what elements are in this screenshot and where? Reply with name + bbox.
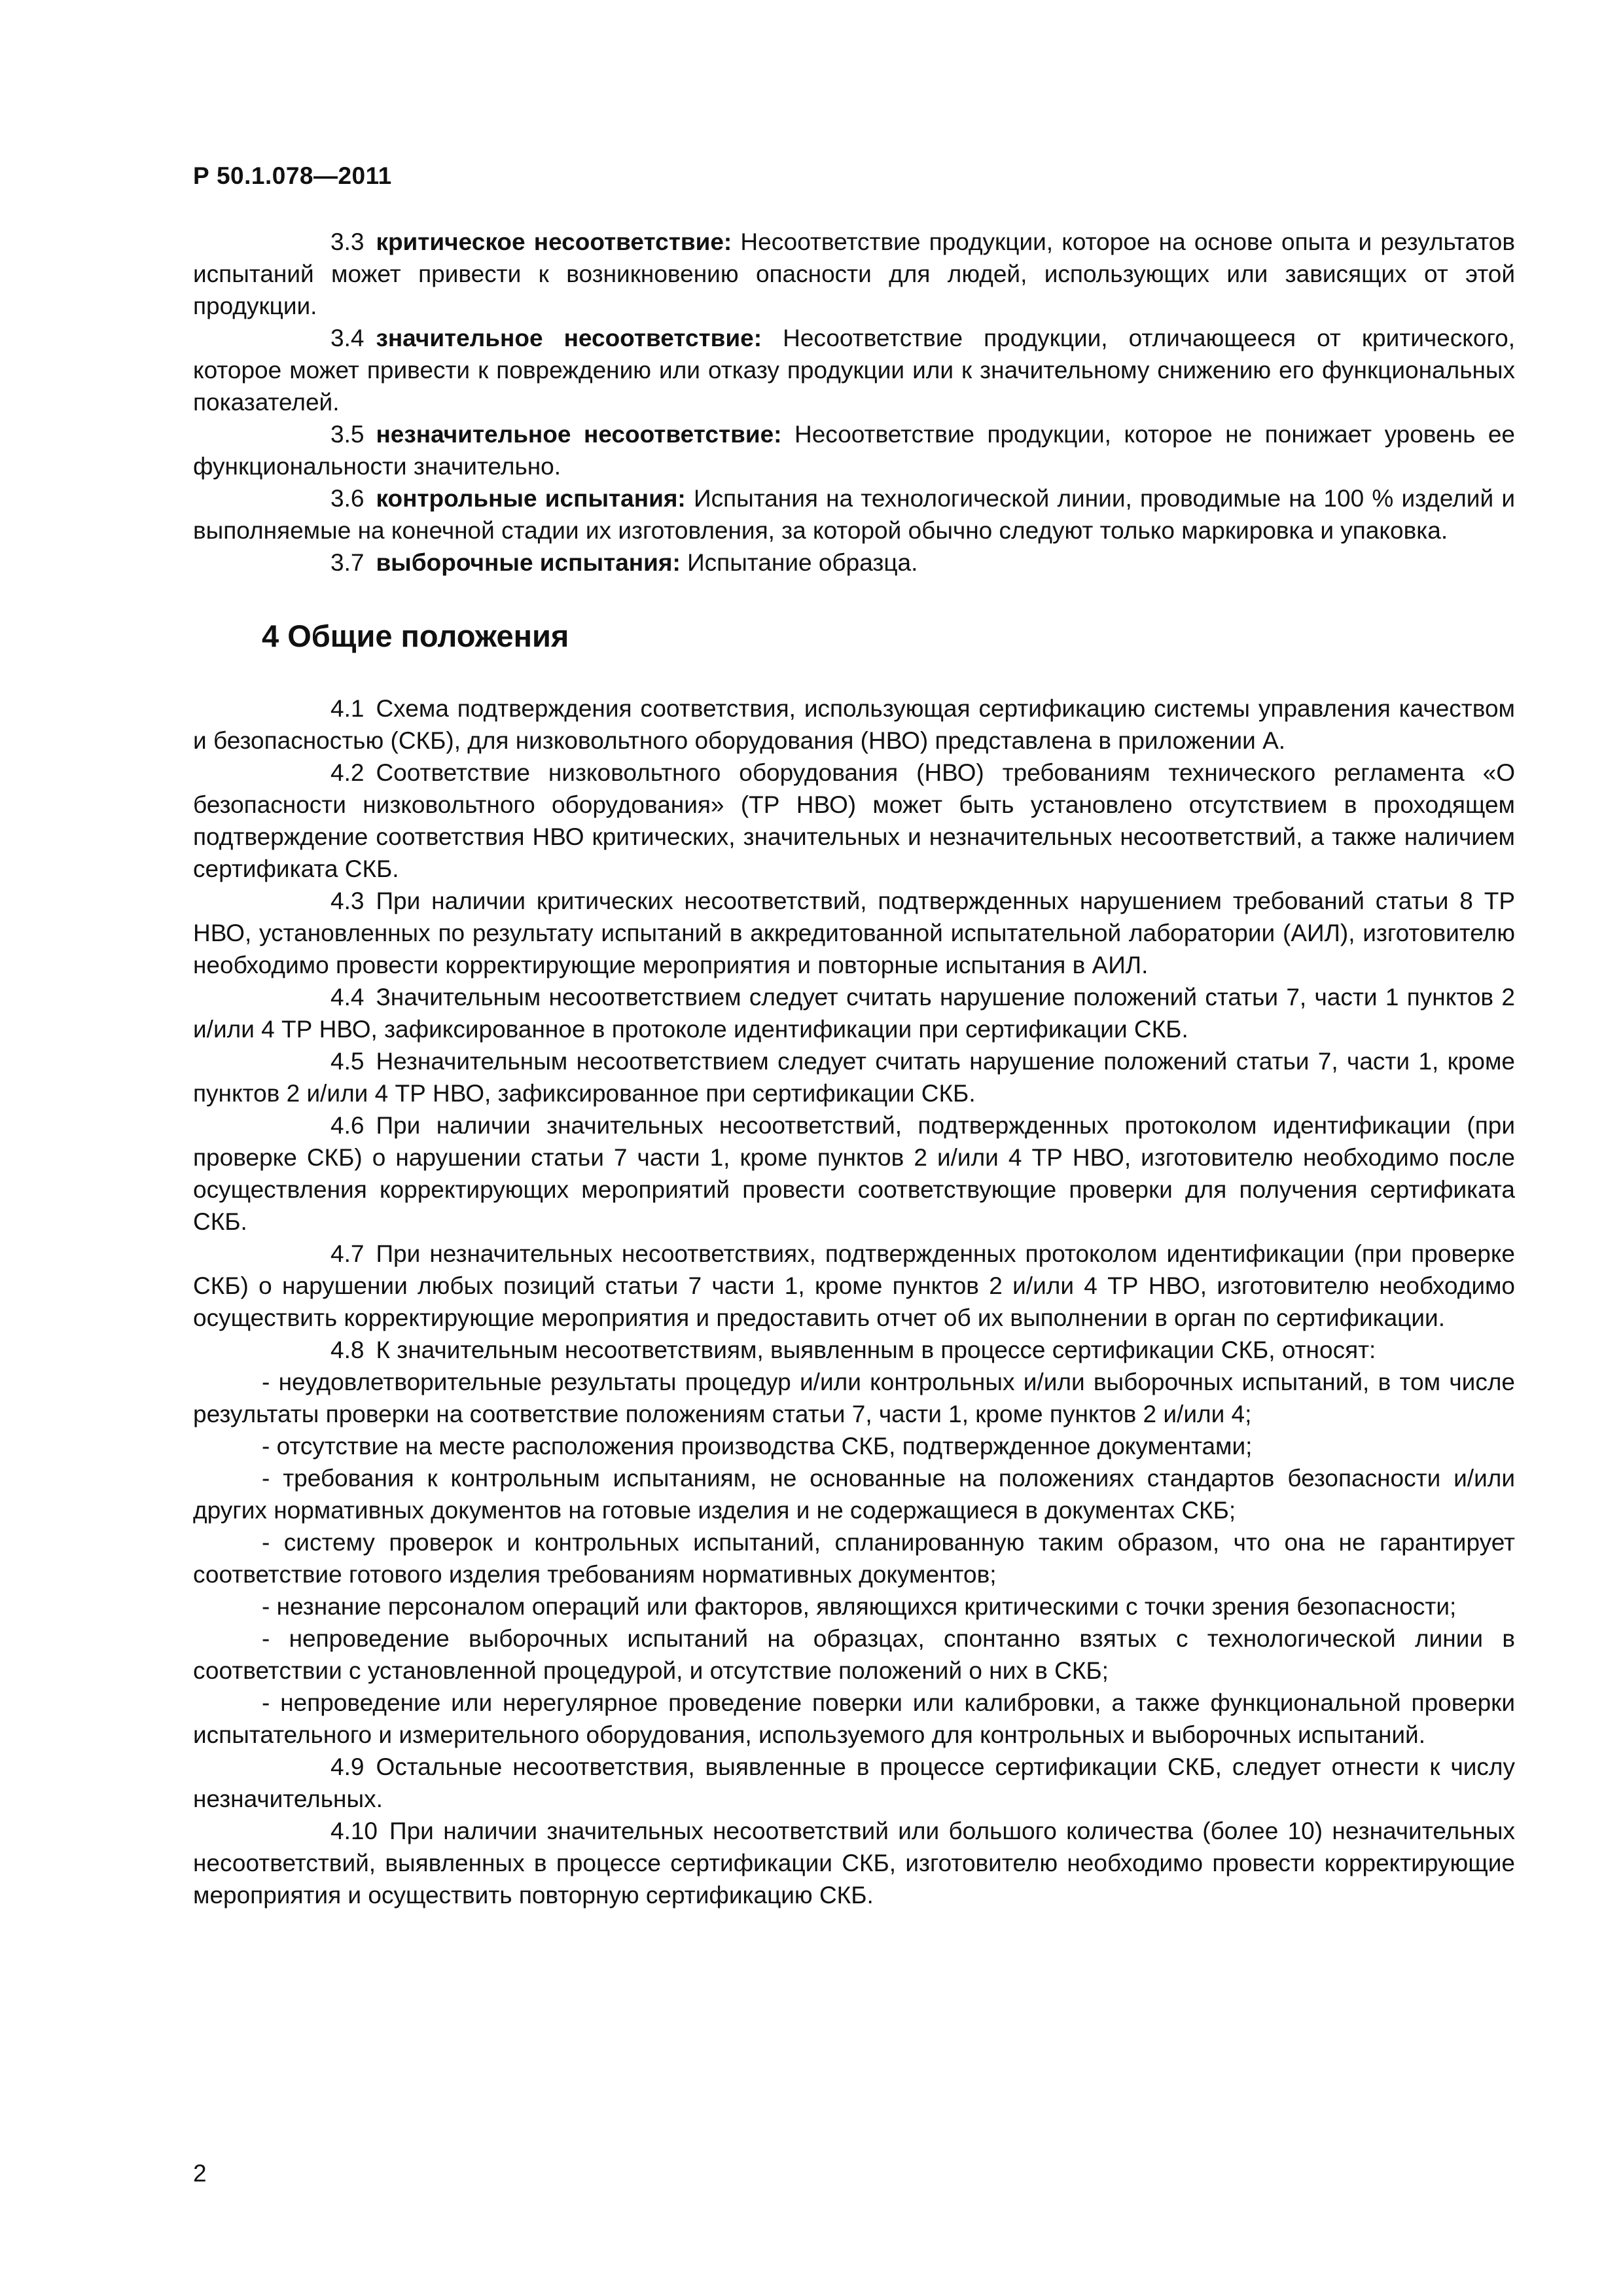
definition-3-6 (193, 482, 1515, 547)
definition-number: 3.7 (330, 549, 365, 576)
clause-4-3 (193, 885, 1515, 981)
definition-number: 3.6 (330, 485, 365, 512)
definition-3-3 (193, 226, 1515, 322)
clause-text: При наличии критических несоответствий, подтвержденных нарушением требований статьи 8 ТР НВО, установленных по результату испытаний в аккредитованной испытательной лаборатории (АИЛ), изготовителю необходимо провести корректирующие мероприятия и повторные испытания в АИЛ. (193, 888, 1515, 978)
list-item: - систему проверок и контрольных испытаний, спланированную таким образом, что она не гарантирует соответствие готового изделия требованиям нормативных документов; (193, 1529, 1515, 1588)
definition-term: значительное несоответствие: (376, 325, 762, 351)
clause-4-10 (193, 1815, 1515, 1911)
definition-number: 3.3 (330, 228, 365, 255)
list-item: - непроведение или нерегулярное проведение поверки или калибровки, а также функциональной проверки испытательного и измерительного оборудования, используемого для контрольных и выборочных испытаний. (193, 1689, 1515, 1748)
clause-number: 4.7 (330, 1240, 365, 1267)
document-code-header: Р 50.1.078—2011 (193, 162, 392, 189)
definition-text: Испытание образца. (687, 549, 918, 576)
definition-term: критическое несоответствие: (376, 228, 732, 255)
clause-number: 4.10 (330, 1818, 378, 1844)
definition-text: Несоответствие продукции, отличающееся от критического, которое может привести к повреждению или отказу продукции или к значительному снижению его функциональных показателей. (193, 325, 1515, 416)
clause-text: Остальные несоответствия, выявленные в процессе сертификации СКБ, следует отнести к числу незначительных. (193, 1753, 1515, 1812)
list-item: - требования к контрольным испытаниям, не основанные на положениях стандартов безопасности и/или других нормативных документов на готовые изделия и не содержащиеся в документах СКБ; (193, 1465, 1515, 1524)
definition-3-5 (193, 418, 1515, 482)
section-heading: 4 Общие положения (262, 619, 569, 653)
clause-number: 4.9 (330, 1753, 365, 1780)
clause-number: 4.6 (330, 1112, 365, 1139)
clause-4-4 (193, 981, 1515, 1045)
definition-term: контрольные испытания: (376, 485, 686, 512)
clause-number: 4.3 (330, 888, 365, 914)
definition-text: Испытания на технологической линии, проводимые на 100 % изделий и выполняемые на конечной стадии их изготовления, за которой обычно следуют только маркировка и упаковка. (193, 485, 1515, 544)
page-number: 2 (193, 2160, 207, 2187)
clause-text: При наличии значительных несоответствий, подтвержденных протоколом идентификации (при проверке СКБ) о нарушении статьи 7 части 1, кроме пунктов 2 и/или 4 ТР НВО, изготовителю необходимо после осуществления корректирующих мероприятий провести соответствующие проверки для получения сертификата СКБ. (193, 1112, 1515, 1235)
clause-number: 4.1 (330, 695, 365, 722)
definition-term: незначительное несоответствие: (376, 421, 782, 448)
list-item: - отсутствие на месте расположения производства СКБ, подтвержденное документами; (262, 1433, 1253, 1460)
definition-3-7 (193, 547, 1515, 579)
definition-3-4 (193, 322, 1515, 418)
clause-text: Схема подтверждения соответствия, использующая сертификацию системы управления качеством и безопасностью (СКБ), для низковольтного оборудования (НВО) представлена в приложении А. (193, 695, 1515, 754)
document-body (193, 226, 1515, 1911)
definition-text: Несоответствие продукции, которое на основе опыта и результатов испытаний может привести к возникновению опасности для людей, использующих или зависящих от этой продукции. (193, 228, 1515, 319)
clause-text: Значительным несоответствием следует считать нарушение положений статьи 7, части 1 пунктов 2 и/или 4 ТР НВО, зафиксированное в протоколе идентификации при сертификации СКБ. (193, 984, 1515, 1043)
clause-4-5 (193, 1045, 1515, 1109)
clause-4-8 (193, 1334, 1515, 1366)
clause-text: При наличии значительных несоответствий или большого количества (более 10) незначительных несоответствий, выявленных в процессе сертификации СКБ, изготовителю необходимо провести корректирующие мероприятия и осуществить повторную сертификацию СКБ. (193, 1818, 1515, 1909)
clause-number: 4.8 (330, 1336, 365, 1363)
list-item: - незнание персоналом операций или факторов, являющихся критическими с точки зрения безопасности; (262, 1593, 1457, 1620)
clause-4-7 (193, 1238, 1515, 1334)
clause-text: Незначительным несоответствием следует считать нарушение положений статьи 7, части 1, кроме пунктов 2 и/или 4 ТР НВО, зафиксированное при сертификации СКБ. (193, 1048, 1515, 1107)
clause-4-2 (193, 757, 1515, 885)
clause-number: 4.2 (330, 759, 365, 786)
definition-text: Несоответствие продукции, которое не понижает уровень ее функциональности значительно. (193, 421, 1516, 480)
definition-number: 3.4 (330, 325, 365, 351)
clause-number: 4.4 (330, 984, 365, 1011)
clause-4-9 (193, 1751, 1515, 1815)
clause-text: При незначительных несоответствиях, подтвержденных протоколом идентификации (при проверке СКБ) о нарушении любых позиций статьи 7 части 1, кроме пунктов 2 и/или 4 ТР НВО, изготовителю необходимо осуществить корректирующие мероприятия и предоставить отчет об их выполнении в орган по сертификации. (193, 1240, 1515, 1331)
list-item: - непроведение выборочных испытаний на образцах, спонтанно взятых с технологической линии в соответствии с установленной процедурой, и отсутствие положений о них в СКБ; (193, 1625, 1515, 1684)
clause-number: 4.5 (330, 1048, 365, 1075)
clause-text: Соответствие низковольтного оборудования (НВО) требованиям технического регламента «О безопасности низковольтного оборудования» (ТР НВО) может быть установлено отсутствием в проходящем подтверждение соответствия НВО критических, значительных и незначительных несоответствий, а также наличием сертификата СКБ. (193, 759, 1515, 882)
clause-4-6 (193, 1109, 1515, 1238)
definition-term: выборочные испытания: (376, 549, 681, 576)
clause-4-1 (193, 692, 1515, 757)
clause-text: К значительным несоответствиям, выявленным в процессе сертификации СКБ, относят: (376, 1336, 1376, 1363)
definition-number: 3.5 (330, 421, 365, 448)
list-item: - неудовлетворительные результаты процедур и/или контрольных и/или выборочных испытаний, в том числе результаты проверки на соответствие положениям статьи 7, части 1, кроме пунктов 2 и/или 4; (193, 1369, 1515, 1427)
